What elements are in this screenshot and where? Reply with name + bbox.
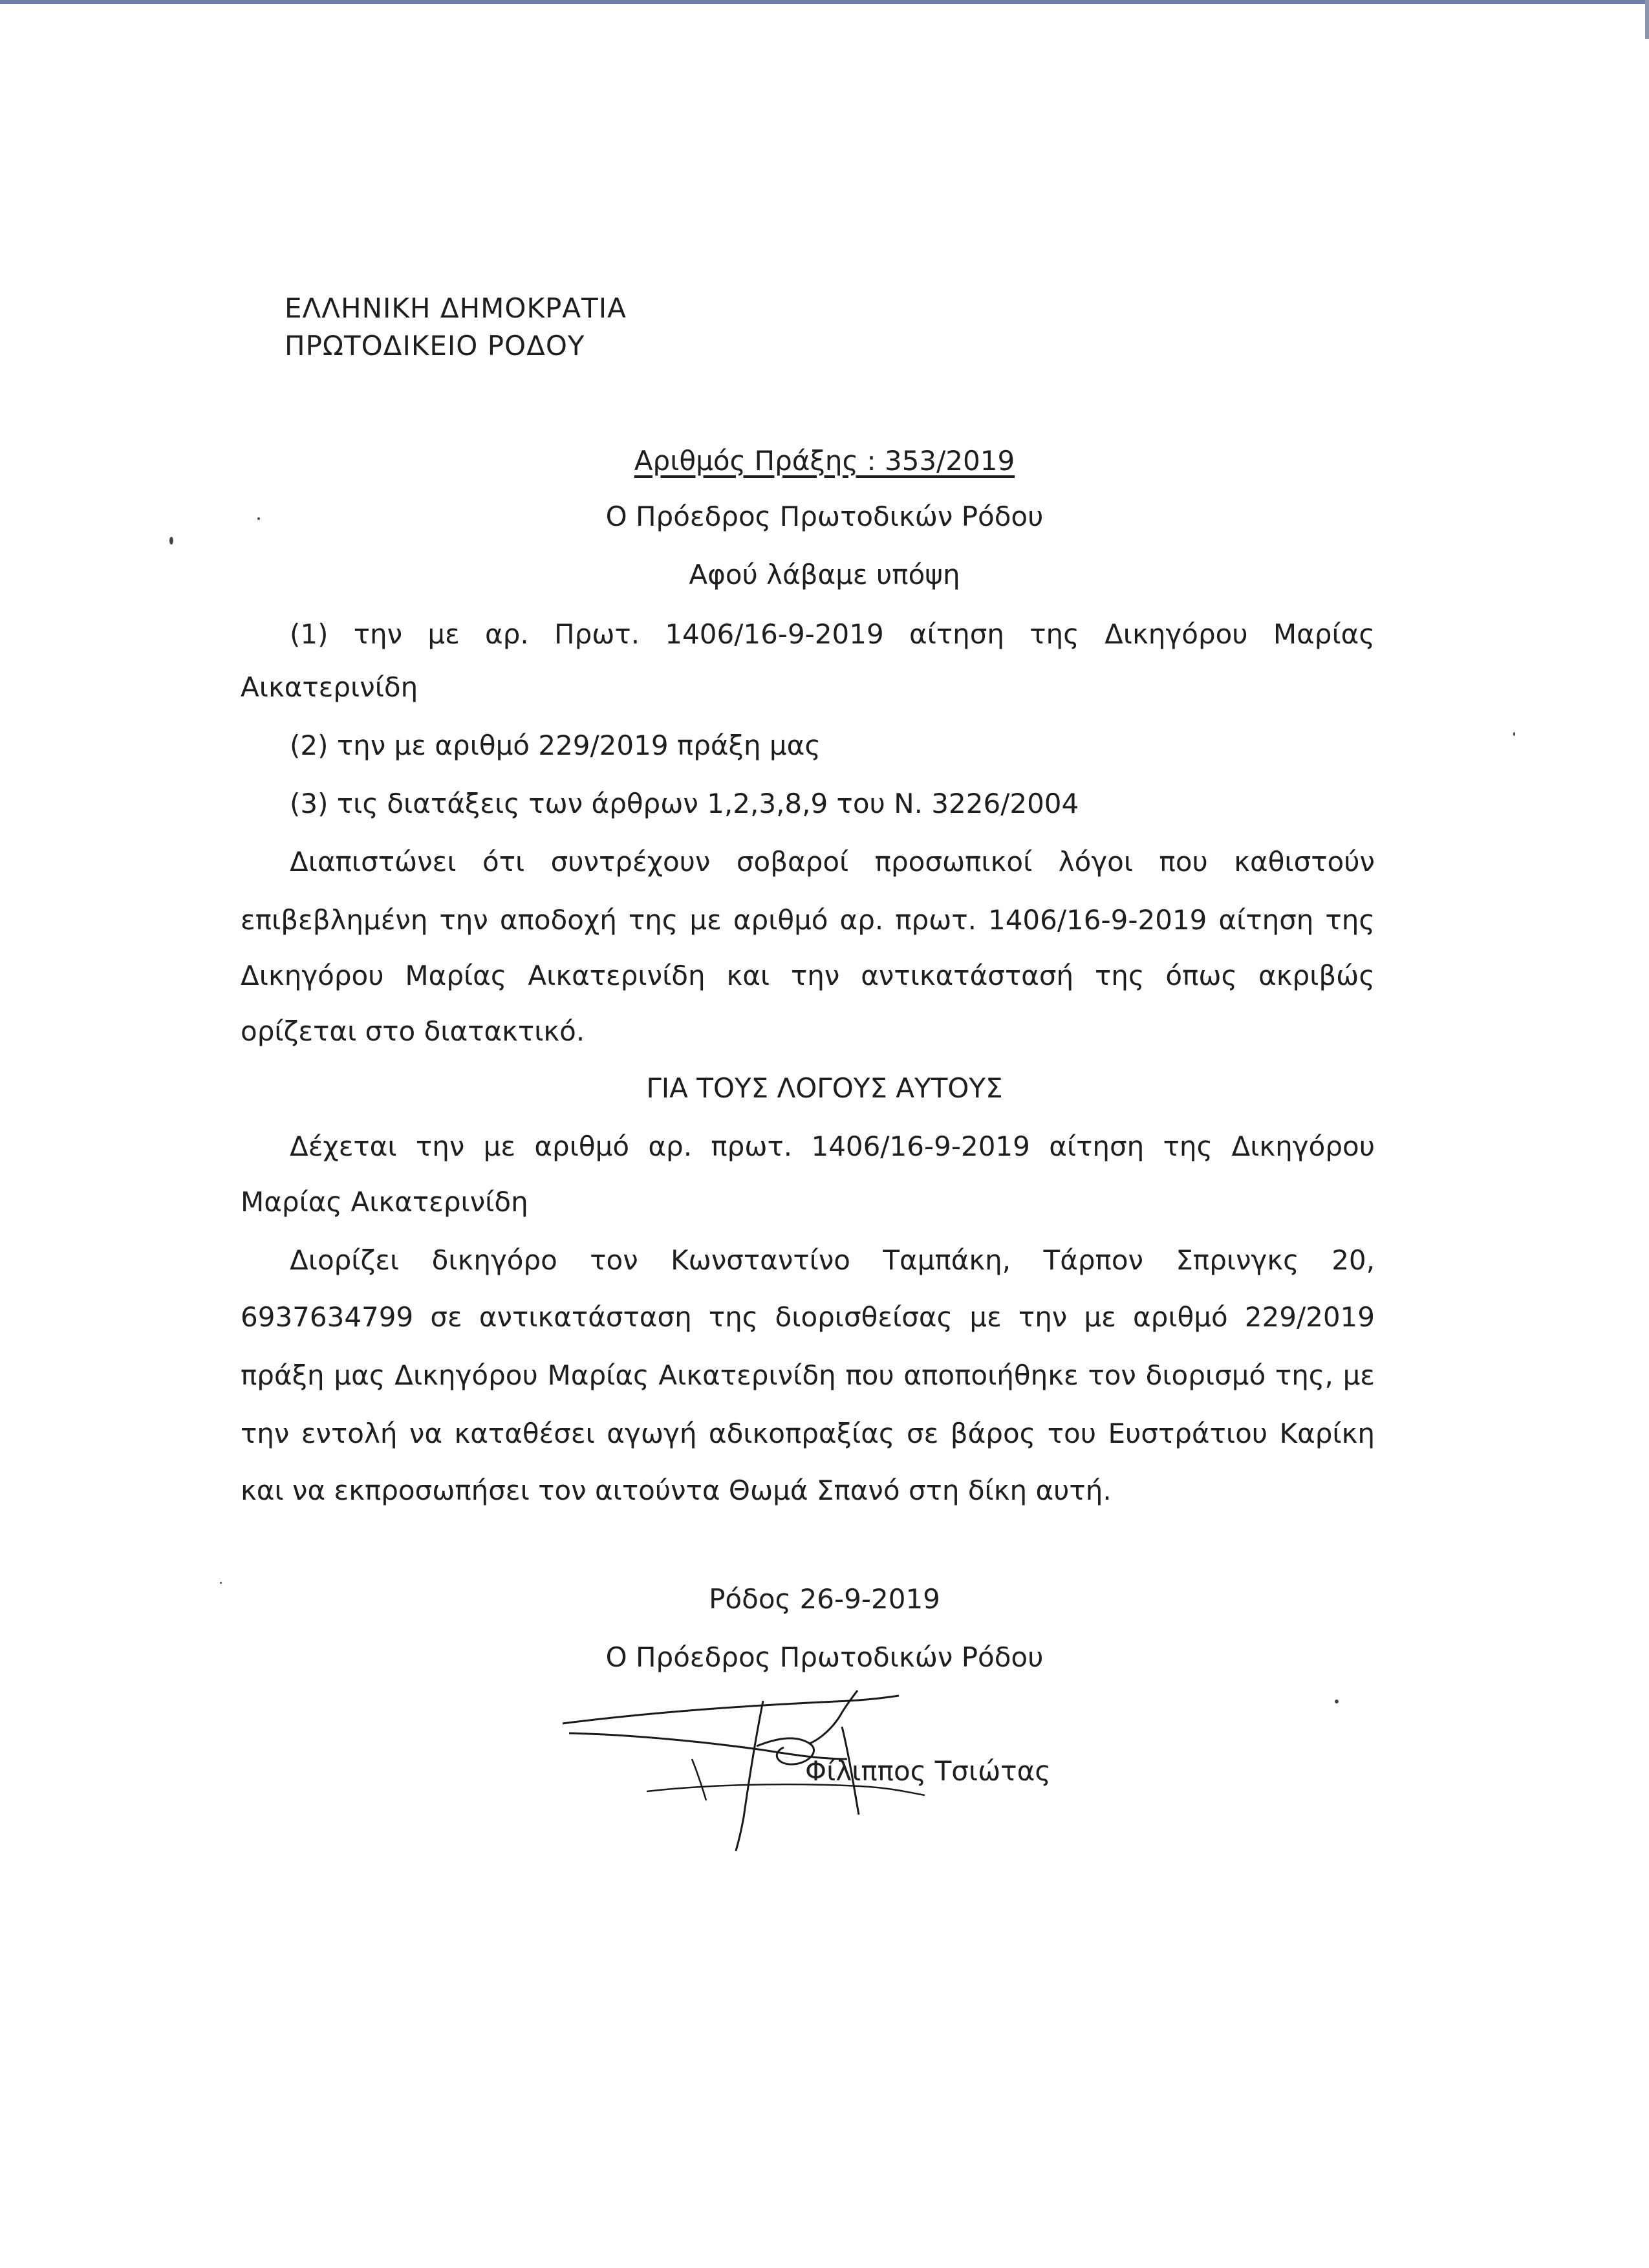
finding-line-4: ορίζεται στο διατακτικό.	[241, 1015, 585, 1047]
decision-line-1: Δέχεται την με αριθμό αρ. πρωτ. 1406/16-9-2019 αίτηση της Δικηγόρου	[290, 1130, 1375, 1162]
closing-title: Ο Πρόεδρος Πρωτοδικών Ρόδου	[605, 1641, 1044, 1673]
item-1-line-2: Αικατερινίδη	[241, 671, 418, 703]
appointment-line-5: και να εκπροσωπήσει τον αιτούντα Θωμά Σπανό στη δίκη αυτή.	[241, 1474, 1112, 1506]
finding-line-3: Δικηγόρου Μαρίας Αικατερινίδη και την αντικατάστασή της όπως ακριβώς	[241, 960, 1375, 991]
decision-line-2: Μαρίας Αικατερινίδη	[241, 1186, 528, 1218]
finding-line-2: επιβεβλημένη την αποδοχή της με αριθμό αρ. πρωτ. 1406/16-9-2019 αίτηση της	[241, 904, 1375, 936]
scan-speck	[220, 1582, 222, 1584]
scan-speck	[1335, 1700, 1339, 1703]
scan-speck	[257, 517, 260, 520]
document-header	[285, 290, 627, 365]
appointment-line-2: 6937634799 σε αντικατάσταση της διορισθείσας με την με αριθμό 229/2019	[241, 1301, 1375, 1333]
header-line-1: ΕΛΛΗΝΙΚΗ ΔΗΜΟΚΡΑΤΙΑ	[285, 292, 627, 324]
appointment-line-1: Διορίζει δικηγόρο τον Κωνσταντίνο Ταμπάκη, Τάρπον Σπρινγκς 20,	[290, 1244, 1375, 1276]
signatory-name: Φίλιππος Τσιώτας	[805, 1755, 1051, 1787]
header-line-2: ΠΡΩΤΟΔΙΚΕΙΟ ΡΟΔΟΥ	[285, 330, 585, 362]
scan-speck	[169, 537, 173, 545]
appointment-line-4: την εντολή να καταθέσει αγωγή αδικοπραξίας σε βάρος του Ευστράτιου Καρίκη	[241, 1418, 1375, 1449]
appointment-line-3: πράξη μας Δικηγόρου Μαρίας Αικατερινίδη που αποποιήθηκε τον διορισμό της, με	[241, 1359, 1375, 1391]
issuer: Ο Πρόεδρος Πρωτοδικών Ρόδου	[605, 501, 1044, 532]
act-number: Αριθμός Πράξης : 353/2019	[634, 445, 1015, 477]
considering: Αφού λάβαμε υπόψη	[689, 559, 960, 590]
place-date: Ρόδος 26-9-2019	[709, 1583, 940, 1615]
finding-line-1: Διαπιστώνει ότι συντρέχουν σοβαροί προσωπικοί λόγοι που καθιστούν	[290, 846, 1375, 878]
item-2: (2) την με αριθμό 229/2019 πράξη μας	[290, 729, 821, 761]
handwritten-signature	[550, 1662, 951, 1856]
scan-speck	[1513, 732, 1515, 736]
scan-edge-top	[0, 0, 1649, 4]
item-1-line-1: (1) την με αρ. Πρωτ. 1406/16-9-2019 αίτηση της Δικηγόρου Μαρίας	[290, 618, 1375, 650]
scan-edge-right	[1645, 0, 1649, 39]
reasons-heading: ΓΙΑ ΤΟΥΣ ΛΟΓΟΥΣ ΑΥΤΟΥΣ	[646, 1072, 1003, 1104]
item-3: (3) τις διατάξεις των άρθρων 1,2,3,8,9 του Ν. 3226/2004	[290, 788, 1079, 819]
